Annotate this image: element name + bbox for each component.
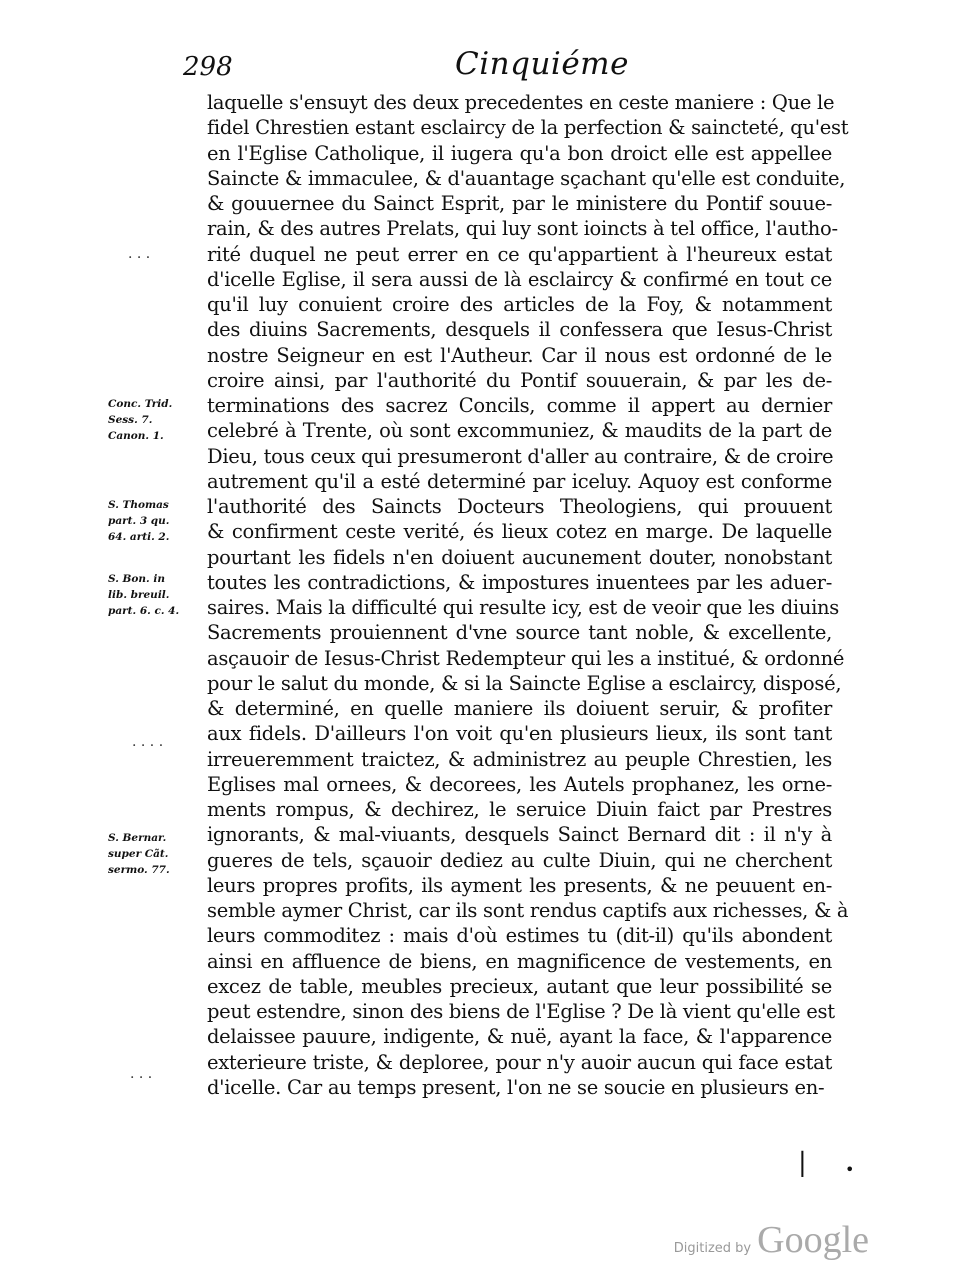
- text-line: nostre Seigneur en est l'Autheur. Car il nous est ordonné de le: [207, 343, 832, 367]
- text-line: terminations des sacrez Concils, comme il appert au dernier: [207, 394, 832, 417]
- marginal-line: part. 6. c. 4.: [108, 605, 180, 617]
- text-line: en l'Eglise Catholique, il iugera qu'a bon droict elle est appellee: [207, 141, 832, 165]
- text-line: fidel Chrestien estant esclaircy de la perfection & saincteté, qu'est: [207, 116, 849, 140]
- google-logo: Google: [757, 1219, 869, 1261]
- text-line: ainsi en affluence de biens, en magnificence de vestements, en: [207, 949, 832, 973]
- marginal-line: 64. arti. 2.: [108, 531, 170, 543]
- text-line: laquelle s'ensuyt des deux precedentes en ceste maniere : Que le: [207, 91, 835, 114]
- text-line: d'icelle. Car au temps present, l'on ne se soucie en plusieurs en-: [207, 1075, 825, 1099]
- text-line: asçauoir de Iesus-Christ Redempteur qui les a institué, & ordonné: [207, 646, 845, 670]
- digitized-by-label: Digitized by: [673, 1241, 752, 1256]
- text-line: Eglises mal ornees, & decorees, les Autels prophanez, les orne-: [207, 772, 832, 796]
- text-line: rité duquel ne peut errer en ce qu'appartient à l'heureux estat: [207, 242, 832, 266]
- marginal-line: part. 3 qu.: [108, 515, 170, 527]
- text-line: Dieu, tous ceux qui presumeront d'aller au contraire, & de croire: [207, 444, 834, 468]
- text-line: exterieure triste, & deploree, pour n'y auoir aucun qui face estat: [207, 1050, 832, 1074]
- text-line: delaissee pauure, indigente, & nuë, ayant la face, & l'apparence: [207, 1025, 832, 1049]
- text-line: ignorants, & mal-viuants, desquels Sainct Bernard dit : il n'y à: [207, 823, 832, 847]
- text-line: rain, & des autres Prelats, qui luy sont ioincts à tel office, l'autho-: [207, 217, 838, 241]
- text-line: d'icelle Eglise, il sera aussi de là esclaircy & confirmé en tout ce: [207, 267, 832, 291]
- marginal-note-council-trent: [108, 396, 203, 444]
- text-line: croire ainsi, par l'authorité du Pontif souuerain, & par les de-: [207, 368, 832, 392]
- marginal-line: lib. breuil.: [108, 589, 170, 601]
- text-line: & confirment ceste verité, és lieux cotez en marge. De laquelle: [207, 520, 832, 544]
- text-line: ments rompus, & dechirez, le seruice Diuin faict par Prestres: [207, 798, 832, 821]
- text-line: saires. Mais la difficulté qui resulte icy, est de veoir que les diuins: [207, 596, 840, 619]
- body-text: [207, 90, 849, 1100]
- text-line: l'authorité des Saincts Docteurs Theologiens, qui prouuent: [207, 495, 832, 518]
- marginal-line: super Cãt.: [108, 848, 169, 860]
- text-line: qu'il luy conuient croire des articles de la Foy, & notamment: [207, 293, 832, 316]
- marginal-line: Sess. 7.: [108, 414, 153, 426]
- running-head: Cinquiéme: [455, 46, 629, 82]
- marginal-line: S. Bernar.: [108, 832, 167, 844]
- text-line: excez de table, meubles precieux, autant que leur possibilité se: [207, 974, 832, 998]
- marginal-note-bernard: [108, 830, 203, 878]
- text-line: aux fidels. D'ailleurs l'on voit qu'en plusieurs lieux, ils sont tant: [207, 722, 832, 746]
- marginal-note-thomas: [108, 497, 203, 545]
- text-line: leurs commoditez : mais d'où estimes tu (dit-il) qu'ils abondent: [207, 924, 832, 948]
- text-line: pourtant les fidels n'en doiuent aucunement douter, nonobstant: [207, 545, 832, 569]
- text-line: gueres de tels, sçauoir dediez au culte Diuin, qui ne cherchent: [207, 848, 832, 872]
- page-number: 298: [183, 52, 233, 82]
- marginal-line: Canon. 1.: [108, 430, 164, 442]
- text-line: peut estendre, sinon des biens de l'Eglise ? De là vient qu'elle est: [207, 1000, 835, 1023]
- marginal-line: S. Bon. in: [108, 573, 165, 585]
- text-line: toutes les contradictions, & impostures inuentees par les aduer-: [207, 570, 832, 594]
- text-line: & gouuernee du Sainct Esprit, par le ministere du Pontif souue-: [207, 192, 832, 215]
- ink-speck: · · ·: [128, 250, 151, 266]
- text-line: Saincte & immaculee, & d'auantage sçachant qu'elle est conduite,: [207, 166, 846, 190]
- text-line: semble aymer Christ, car ils sont rendus captifs aux richesses, & à: [207, 899, 849, 922]
- ink-speck: · · · ·: [132, 738, 164, 754]
- google-watermark: [674, 1218, 869, 1262]
- marginal-line: Conc. Trid.: [108, 398, 173, 410]
- text-line: pour le salut du monde, & si la Saincte Eglise a esclaircy, disposé,: [207, 671, 842, 695]
- text-line: celebré à Trente, où sont excommuniez, & maudits de la part de: [207, 419, 832, 443]
- text-line: Sacrements prouiennent d'vne source tant noble, & excellente,: [207, 621, 832, 645]
- text-line: des diuins Sacrements, desquels il confessera que Iesus-Christ: [207, 318, 832, 342]
- ink-dot: •: [845, 1160, 855, 1179]
- text-line: autrement qu'il a esté determiné par iceluy. Aquoy est conforme: [207, 469, 832, 493]
- marginal-line: S. Thomas: [108, 499, 169, 511]
- text-line: irreueremment traictez, & administrez au peuple Chrestien, les: [207, 747, 832, 771]
- marginal-note-bonaventure: [108, 571, 203, 619]
- text-line: & determiné, en quelle maniere ils doiuent seruir, & profiter: [207, 697, 832, 720]
- ink-mark: |: [798, 1148, 807, 1178]
- marginal-line: sermo. 77.: [108, 864, 170, 876]
- ink-speck: · · ·: [130, 1070, 153, 1086]
- text-line: leurs propres profits, ils ayment les presents, & ne peuuent en-: [207, 873, 832, 897]
